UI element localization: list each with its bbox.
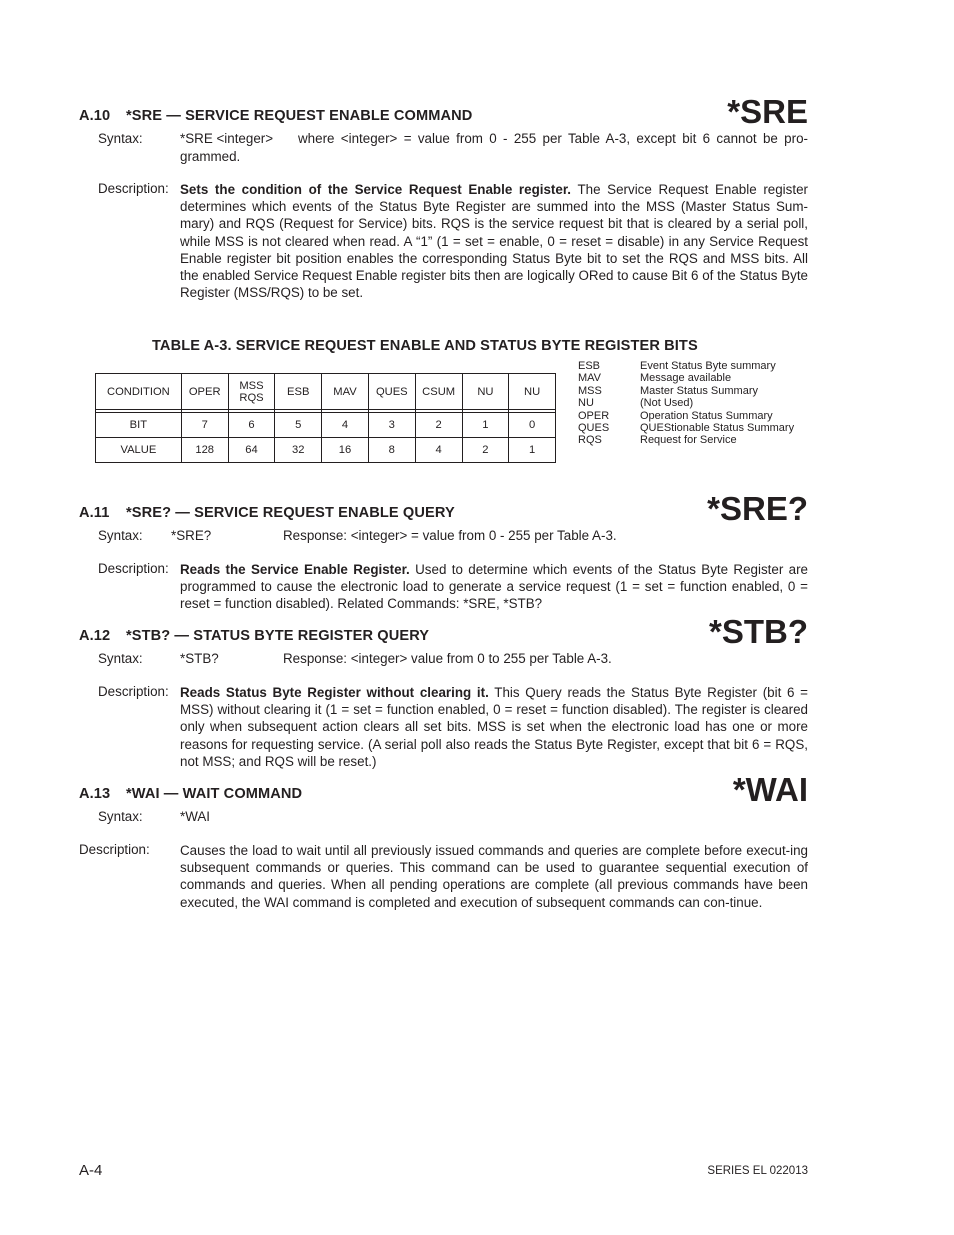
table-row-value: [96, 438, 556, 463]
legend-item: [578, 422, 794, 434]
syntax-label: Syntax:: [98, 131, 143, 146]
section-title: *SRE? — SERVICE REQUEST ENABLE QUERY: [126, 505, 455, 521]
table-cell: 2: [462, 438, 509, 463]
table-cell: 7: [181, 413, 228, 438]
legend-text: Master Status Summary: [640, 384, 758, 397]
description-lead: Reads Status Byte Register without clearing it.: [180, 685, 489, 700]
description-label: Description:: [79, 842, 150, 857]
legend-item: [578, 372, 794, 384]
table-cell: 3: [368, 413, 415, 438]
legend-abbr: QUES: [578, 422, 610, 435]
table-cell: 2: [415, 413, 462, 438]
table-cell-line: RQS: [239, 391, 264, 404]
section-a13-heading: [79, 786, 302, 802]
command-banner-sre-query: *SRE?: [707, 490, 808, 527]
section-title: *SRE — SERVICE REQUEST ENABLE COMMAND: [126, 108, 473, 124]
description-label: Description:: [98, 561, 169, 576]
table-cell: 1: [509, 438, 556, 463]
section-number: A.10: [79, 108, 111, 124]
section-title: *WAI — WAIT COMMAND: [126, 786, 303, 802]
description-text: Causes the load to wait until all previously issued commands and queries are complete before execut-ing subsequent commands or queries. This command can be used to guarantee sequential execution of commands and queries. When all pending operations are complete (all previous commands have been executed, the WAI command is completed and execution of subsequent commands can con-tinue.: [180, 843, 808, 910]
syntax-command: *WAI: [180, 809, 211, 824]
table-cell: 4: [322, 413, 369, 438]
command-banner-stb-query: *STB?: [709, 613, 808, 650]
table-cell-mss-rqs: [228, 374, 275, 410]
table-cell: CSUM: [415, 374, 462, 410]
table-cell: QUES: [368, 374, 415, 410]
table-cell: VALUE: [96, 438, 182, 463]
legend-abbr: NU: [578, 397, 594, 410]
table-cell: 64: [228, 438, 275, 463]
syntax-label: Syntax:: [98, 528, 143, 543]
table-row-bit: [96, 413, 556, 438]
description-text: [180, 684, 808, 770]
table-cell: NU: [509, 374, 556, 410]
table-cell: 5: [275, 413, 322, 438]
table-cell: 32: [275, 438, 322, 463]
section-number: A.11: [79, 505, 110, 521]
section-a12-heading: [79, 628, 429, 644]
table-cell: 4: [415, 438, 462, 463]
description-lead: Sets the condition of the Service Request Enable register.: [180, 182, 572, 197]
syntax-label: Syntax:: [98, 809, 143, 824]
legend-text: Request for Service: [640, 434, 737, 447]
syntax-description-cont: grammed.: [180, 149, 241, 164]
legend-abbr: MAV: [578, 372, 602, 385]
description-body: The Service Request Enable register determines which events of the Status Byte Register are summed into the MSS (Master Status Sum-mary) and RQS (Request for Service) bits. RQS is the service request bit that is cleared by a serial poll, while MSS is not cleared when read. A “1” (1 = set = enable, 0 = reset = disable) in any Service Request Enable register bit position enables the corresponding Status Byte bit to set the RQS and MSS bits. All the enabled Service Request Enable register bits then are logically ORed to cause Bit 6 of the Status Byte Register (MSS/RQS) to be set.: [180, 182, 808, 301]
legend-abbr: ESB: [578, 360, 601, 372]
command-banner-sre: *SRE: [727, 93, 808, 130]
legend-item: [578, 385, 794, 397]
description-body: This Query reads the Status Byte Register (bit 6 = MSS) without clearing it (1 = set = function enabled, 0 = reset = function disabled). The register is cleared only when subsequent action clears all set bits. MSS is set when the electronic load has one or more reasons for requesting service. (A serial poll also reads the Status Byte Register, except that bit 6 = RQS, not MSS; and RQS will be reset.): [180, 685, 808, 769]
section-title: *STB? — STATUS BYTE REGISTER QUERY: [126, 628, 430, 644]
section-number: A.12: [79, 628, 111, 644]
description-body: Used to determine which events of the Status Byte Register are programmed to cause the electronic load to generate a service request (1 = set = function enabled, 0 = reset = function disabled). Related Commands: *SRE, *STB?: [180, 562, 808, 612]
section-a11-heading: [79, 505, 455, 521]
table-cell: 16: [322, 438, 369, 463]
table-cell: OPER: [181, 374, 228, 410]
table-cell: 1: [462, 413, 509, 438]
legend-text: Operation Status Summary: [640, 409, 773, 422]
syntax-command: *SRE?: [171, 528, 212, 543]
series-label: SERIES EL 022013: [707, 1165, 808, 1177]
table-cell: MAV: [322, 374, 369, 410]
table-cell: 0: [509, 413, 556, 438]
table-cell: 8: [368, 438, 415, 463]
table-title: TABLE A-3. SERVICE REQUEST ENABLE AND STATUS BYTE REGISTER BITS: [152, 338, 698, 354]
legend-abbr: RQS: [578, 434, 602, 447]
table-header-row: [96, 374, 556, 410]
register-bits-table: [95, 373, 556, 463]
table-cell: 128: [181, 438, 228, 463]
table-cell: 6: [228, 413, 275, 438]
syntax-command: *SRE <integer>: [180, 131, 274, 146]
legend-item: [578, 397, 794, 409]
table-cell: CONDITION: [96, 374, 182, 410]
table-cell: BIT: [96, 413, 182, 438]
description-label: Description:: [98, 684, 169, 699]
command-banner-wai: *WAI: [732, 771, 808, 808]
legend-text: QUEStionable Status Summary: [640, 422, 795, 435]
description-text: [180, 561, 808, 613]
description-text: [180, 181, 808, 301]
syntax-command: *STB?: [180, 651, 219, 666]
section-number: A.13: [79, 786, 111, 802]
legend-text: Event Status Byte summary: [640, 360, 776, 372]
description-label: Description:: [98, 181, 169, 196]
legend-item: [578, 410, 794, 422]
legend-text: (Not Used): [640, 397, 694, 410]
syntax-description: Response: <integer> value from 0 to 255 per Table A-3.: [283, 651, 612, 666]
table-cell: NU: [462, 374, 509, 410]
legend-item: [578, 360, 794, 372]
legend-item: [578, 434, 794, 446]
syntax-description: Response: <integer> = value from 0 - 255 per Table A-3.: [283, 528, 617, 543]
syntax-description: where <integer> = value from 0 - 255 per Table A-3, except bit 6 cannot be pro-: [298, 131, 808, 146]
section-a10-heading: [79, 108, 472, 124]
legend-abbr: MSS: [578, 384, 602, 397]
legend-text: Message available: [640, 372, 732, 385]
syntax-label: Syntax:: [98, 651, 143, 666]
legend-abbr: OPER: [578, 409, 610, 422]
page-number: A-4: [79, 1162, 103, 1179]
table-cell-line: MSS: [239, 379, 264, 392]
table-cell: ESB: [275, 374, 322, 410]
table-legend: [578, 360, 794, 447]
description-lead: Reads the Service Enable Register.: [180, 562, 410, 577]
